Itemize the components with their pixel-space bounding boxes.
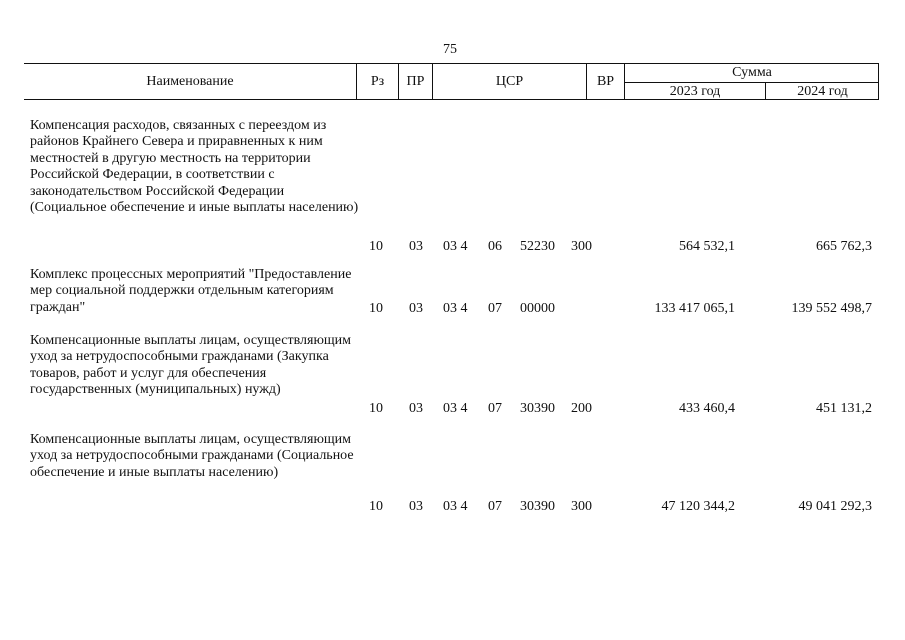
- row-csr-program: 03 4: [443, 499, 468, 514]
- row-name: Компенсационные выплаты лицам, осуществляющим уход за нетрудоспособными гражданами (Социальное обеспечение и иные выплаты населению): [30, 432, 354, 480]
- row-sum-2024: 49 041 292,3: [798, 499, 872, 514]
- row-csr-program: 03 4: [443, 401, 468, 416]
- row-csr-code: 00000: [520, 301, 555, 316]
- row-name: Комплекс процессных мероприятий "Предоставление мер социальной поддержки отдельным категориям граждан": [30, 267, 352, 315]
- row-csr-subprogram: 07: [488, 499, 502, 514]
- row-rz: 10: [369, 401, 383, 416]
- header-year-2023: 2023 год: [625, 82, 765, 100]
- row-name: Компенсация расходов, связанных с переездом из районов Крайнего Севера и приравненных к ним местностей в другую местность на территории Российской Федерации, в соответствии с законодательством Российской Федерации (Социальное обеспечение и иные выплаты населению): [30, 118, 359, 216]
- table-row: [0, 267, 905, 317]
- row-sum-2023: 564 532,1: [679, 239, 735, 254]
- table-row: [0, 432, 905, 515]
- header-vr: ВР: [586, 64, 624, 99]
- row-pr: 03: [409, 239, 423, 254]
- row-vr: 300: [571, 239, 592, 254]
- row-sum-2023: 433 460,4: [679, 401, 735, 416]
- row-csr-subprogram: 07: [488, 301, 502, 316]
- header-rz: Рз: [356, 64, 398, 99]
- header-year-2024: 2024 год: [765, 82, 879, 100]
- row-pr: 03: [409, 401, 423, 416]
- header-sum: Сумма: [732, 65, 772, 80]
- row-csr-code: 52230: [520, 239, 555, 254]
- header-name: Наименование: [146, 73, 234, 89]
- row-sum-2023: 47 120 344,2: [661, 499, 735, 514]
- row-rz: 10: [369, 499, 383, 514]
- header-pr: ПР: [398, 64, 432, 99]
- row-csr-program: 03 4: [443, 301, 468, 316]
- row-csr-code: 30390: [520, 499, 555, 514]
- row-rz: 10: [369, 301, 383, 316]
- row-csr-subprogram: 06: [488, 239, 502, 254]
- row-sum-2024: 451 131,2: [816, 401, 872, 416]
- row-sum-2024: 139 552 498,7: [791, 301, 872, 316]
- row-pr: 03: [409, 499, 423, 514]
- row-name: Компенсационные выплаты лицам, осуществляющим уход за нетрудоспособными гражданами (Закупка товаров, работ и услуг для обеспечения государственных (муниципальных) нужд): [30, 333, 352, 398]
- row-csr-program: 03 4: [443, 239, 468, 254]
- table-row: [0, 333, 905, 417]
- row-sum-2023: 133 417 065,1: [654, 301, 735, 316]
- row-csr-subprogram: 07: [488, 401, 502, 416]
- table-header: [24, 63, 879, 100]
- row-csr-code: 30390: [520, 401, 555, 416]
- row-rz: 10: [369, 239, 383, 254]
- header-csr: ЦСР: [432, 64, 586, 99]
- row-vr: 300: [571, 499, 592, 514]
- row-vr: 200: [571, 401, 592, 416]
- row-pr: 03: [409, 301, 423, 316]
- header-sum-group: [624, 64, 879, 99]
- table-row: [0, 118, 905, 255]
- row-sum-2024: 665 762,3: [816, 239, 872, 254]
